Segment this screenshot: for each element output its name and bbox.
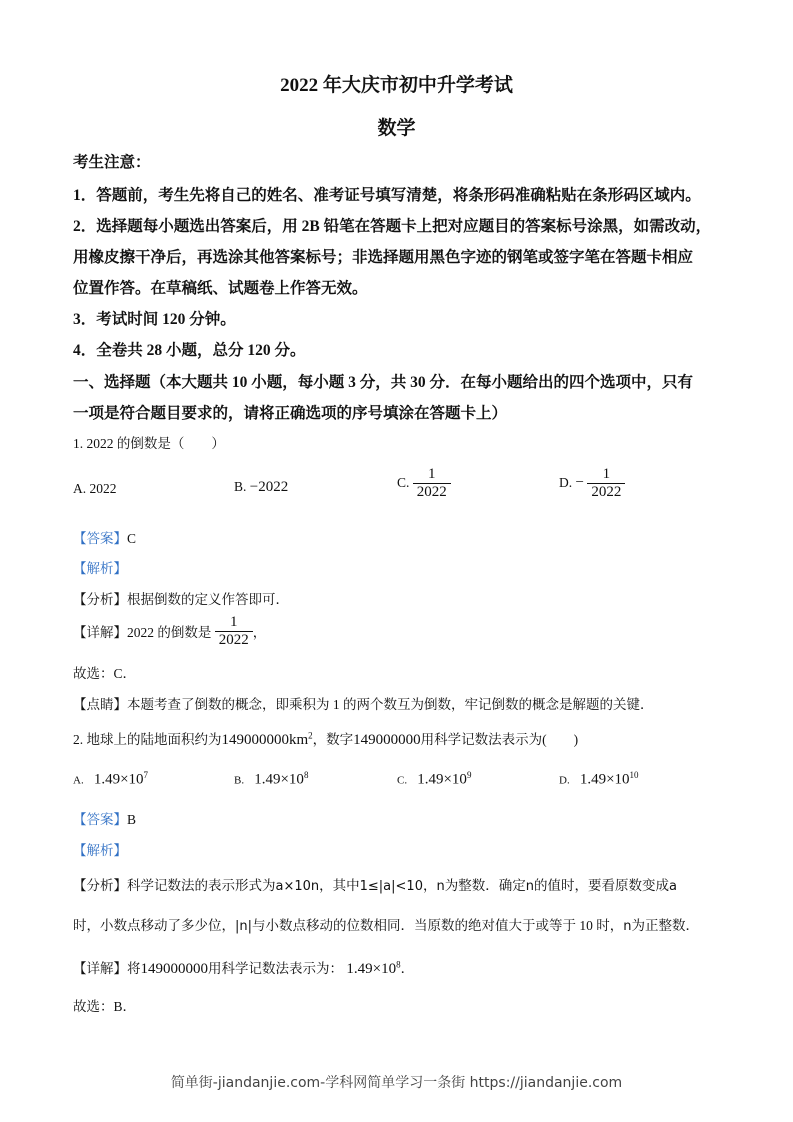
q2-fenxi-n2: n: [525, 879, 534, 894]
q1-comment-text: 本题考查了倒数的概念，即乘积为 1 的两个数互为倒数，牢记倒数的概念是解题的关键．: [127, 697, 654, 712]
q1-option-c-numerator: 1: [428, 466, 436, 482]
notice-item-1: 1．答题前，考生先将自己的姓名、准考证号填写清楚，将条形码准确粘贴在条形码区域内。: [73, 187, 701, 204]
q2-detail-base: 1.49×10: [346, 961, 397, 977]
q2-analysis-tag: 【解析】: [73, 843, 127, 858]
q2-stem: [73, 728, 578, 749]
notice-item-4: 4．全卷共 28 小题，总分 120 分。: [73, 342, 306, 359]
q2-option-b-base: 1.49×10: [254, 771, 304, 788]
q2-fenxi-d: 为整数．确定: [444, 878, 526, 893]
q2-option-a: [73, 770, 148, 789]
q2-detail-b: 用科学记数法表示为：: [208, 961, 343, 976]
q2-detail-a: 将: [127, 961, 141, 976]
q2-choose: 故选：B．: [73, 999, 137, 1014]
q1-option-a-label: A.: [73, 481, 87, 496]
q2-fenxi2-b: 与小数点移动的位数相同．当原数的绝对值大于或等于 10 时，: [252, 918, 624, 933]
q1-stem: 1. 2022 的倒数是（ ）: [73, 436, 225, 451]
exam-title: 2022 年大庆市初中升学考试: [280, 75, 513, 96]
q2-stem-a: 2. 地球上的陆地面积约为: [73, 732, 222, 747]
q2-fenxi-c: ，: [422, 878, 437, 893]
q1-answer-tag: 【答案】: [73, 531, 127, 546]
q2-fenxi-b: ，其中: [319, 878, 360, 893]
q2-stem-c: 用科学记数法表示为( ): [420, 732, 579, 747]
q1-detail-end: ，: [252, 625, 267, 640]
q1-option-c: [397, 466, 451, 500]
q2-stem-number: 149000000km: [221, 732, 309, 748]
q1-option-d-sign: −: [575, 474, 584, 491]
q1-detail-numerator: 1: [230, 614, 238, 630]
notice-item-3: 3．考试时间 120 分钟。: [73, 311, 236, 328]
q1-fenxi-tag: 【分析】: [73, 592, 127, 607]
q1-fenxi-text: 根据倒数的定义作答即可．: [127, 592, 289, 607]
q1-option-c-label: C.: [397, 475, 410, 490]
q1-comment: [73, 693, 654, 713]
q2-fenxi-e: 的值时，要看原数变成: [533, 878, 669, 893]
q2-option-d-base: 1.49×10: [579, 771, 630, 788]
q2-option-c-base: 1.49×10: [417, 771, 467, 788]
q1-option-d-label: D.: [559, 475, 573, 490]
q1-fenxi: [73, 588, 289, 608]
q2-fenxi2-n: n: [623, 919, 632, 934]
q2-fenxi2-a: 时，小数点移动了多少位，: [73, 918, 235, 933]
q2-fenxi-line-2: [73, 914, 699, 934]
q1-analysis-tag: 【解析】: [73, 561, 127, 576]
q1-detail-text: 2022 的倒数是: [127, 625, 212, 640]
q2-detail-end: ．: [400, 961, 415, 976]
q2-option-b-exp: 8: [303, 770, 309, 780]
q1-option-d: [559, 466, 625, 500]
q2-option-d: [559, 770, 639, 789]
q2-fenxi-a2: a: [668, 879, 677, 894]
q1-option-b: [234, 479, 288, 496]
q2-fenxi-a: 科学记数法的表示形式为: [127, 878, 276, 893]
q2-option-d-exp: 10: [629, 770, 639, 780]
q1-choose: 故选：C．: [73, 666, 137, 681]
q1-option-a: [73, 481, 117, 497]
q2-option-c-label: C.: [397, 774, 408, 787]
q1-option-d-numerator: 1: [602, 466, 611, 482]
q2-fenxi-range: 1≤|a|<10: [359, 879, 423, 894]
q2-stem-sup: 2: [308, 730, 313, 741]
q2-option-c: [397, 770, 471, 789]
q2-answer-tag: 【答案】: [73, 812, 127, 827]
q1-detail-fraction: [215, 614, 253, 648]
q1-detail: [73, 614, 266, 648]
notice-item-2-line-3: 位置作答。在草稿纸、试题卷上作答无效。: [73, 280, 368, 297]
q1-option-b-value: −2022: [249, 479, 289, 495]
q1-answer-value: C: [127, 531, 137, 546]
q2-fenxi-n1: n: [436, 879, 445, 894]
q1-option-d-denominator: 2022: [587, 483, 625, 501]
q1-option-a-value: 2022: [89, 481, 117, 496]
q2-option-a-exp: 7: [143, 770, 149, 780]
q2-option-a-base: 1.49×10: [93, 771, 144, 788]
notice-item-2-line-1: 2．选择题每小题选出答案后，用 2B 铅笔在答题卡上把对应题目的答案标号涂黑，如需改动，: [73, 218, 712, 235]
q2-fenxi-line-1: [73, 874, 677, 894]
q1-option-b-label: B.: [234, 479, 247, 494]
q2-option-c-exp: 9: [466, 770, 472, 780]
subject-title: 数学: [377, 118, 416, 139]
section-heading-line-2: 一项是符合题目要求的，请将正确选项的序号填涂在答题卡上）: [73, 405, 508, 422]
q2-detail: [73, 957, 414, 978]
q1-comment-tag: 【点睛】: [73, 697, 127, 712]
q2-fenxi-tag: 【分析】: [73, 878, 127, 893]
q2-option-b-label: B.: [234, 774, 245, 787]
notice-item-2-line-2: 用橡皮擦干净后，再选涂其他答案标号；非选择题用黑色字迹的钢笔或签字笔在答题卡相应: [73, 249, 694, 266]
q2-fenxi2-absn: |n|: [235, 919, 252, 934]
q2-stem-b: ，数字: [312, 732, 354, 747]
q1-answer: [73, 527, 136, 547]
q2-detail-number: 149000000: [140, 961, 208, 977]
q2-detail-tag: 【详解】: [73, 961, 127, 976]
q2-answer-value: B: [127, 812, 137, 827]
q2-fenxi2-c: 为正整数．: [631, 918, 699, 933]
q2-detail-exp: 8: [396, 959, 401, 970]
q2-answer: [73, 808, 136, 828]
q2-option-a-label: A.: [73, 774, 84, 787]
notice-heading: 考生注意：: [73, 154, 151, 171]
section-heading-line-1: 一、选择题（本大题共 10 小题，每小题 3 分，共 30 分．在每小题给出的四个选项中，只有: [73, 374, 694, 391]
q2-stem-number-2: 149000000: [353, 732, 421, 748]
q1-detail-denominator: 2022: [215, 631, 253, 649]
q1-option-c-denominator: 2022: [413, 483, 451, 501]
q1-option-d-fraction: [587, 466, 625, 500]
q1-option-c-fraction: [413, 466, 451, 500]
q1-detail-tag: 【详解】: [73, 625, 127, 640]
q2-option-d-label: D.: [559, 774, 570, 787]
footer-watermark: 简单街-jiandanjie.com-学科网简单学习一条街 https://jiandanjie.com: [170, 1075, 623, 1091]
q2-option-b: [234, 770, 308, 789]
q2-fenxi-form: a×10n: [275, 879, 320, 894]
